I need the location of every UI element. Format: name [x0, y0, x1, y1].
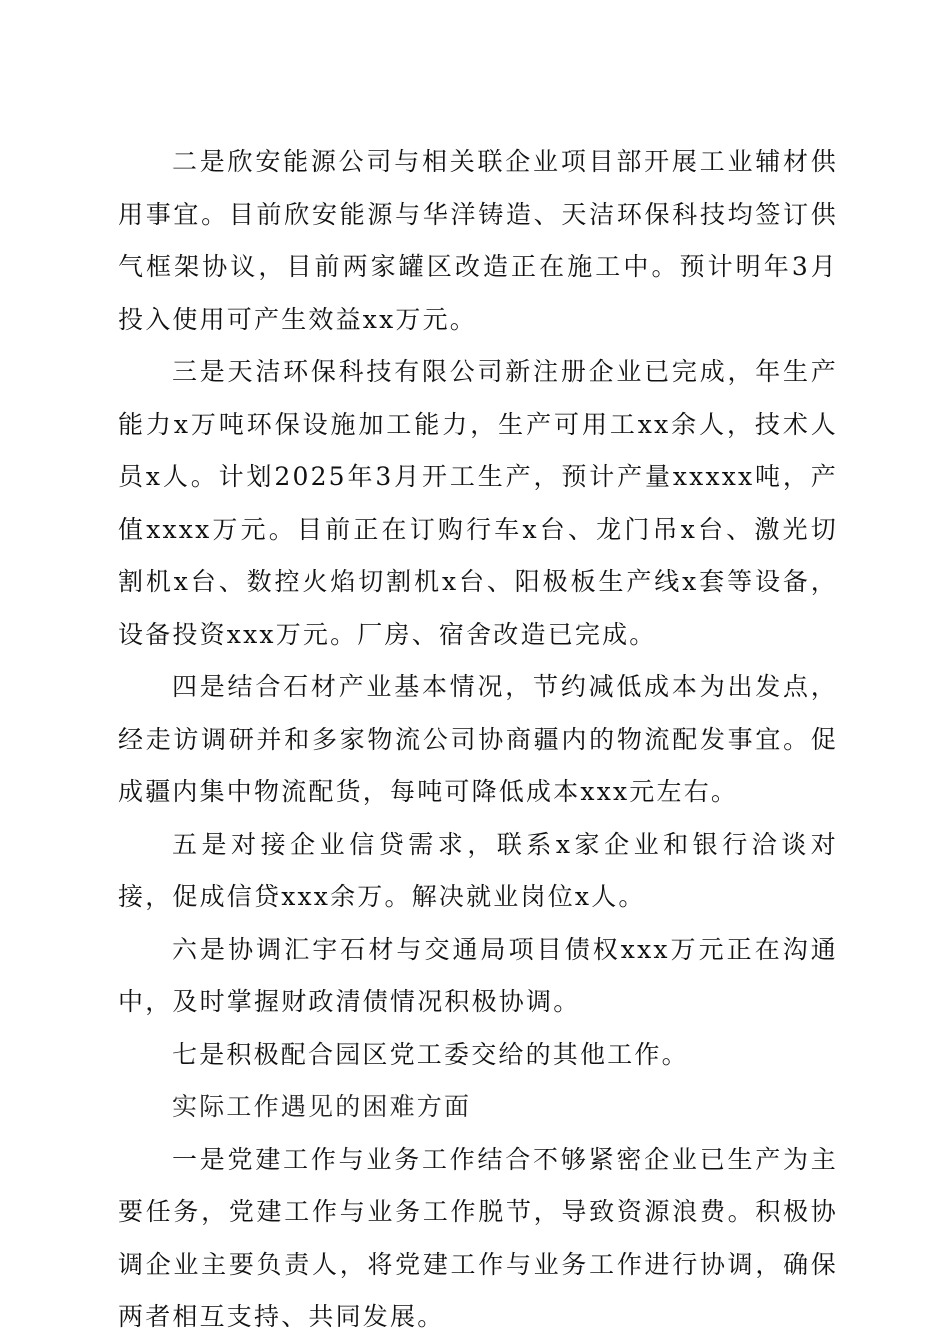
section-heading-difficulties: 实际工作遇见的困难方面: [172, 1092, 472, 1121]
paragraph-item-6: 六是协调汇宇石材与交通局项目债权xxx万元正在沟通中，及时掌握财政清债情况积极协调。: [118, 934, 838, 1016]
paragraph-item-3: 三是天洁环保科技有限公司新注册企业已完成，年生产能力x万吨环保设施加工能力，生产可用工xx余人，技术人员x人。计划2025年3月开工生产，预计产量xxxxx吨，产值xxxx万元。目前正在订购行车x台、龙门吊x台、激光切割机x台、数控火焰切割机x台、阳极板生产线x套等设备，设备投资xxx万元。厂房、宿舍改造已完成。: [118, 357, 838, 649]
paragraph-item-7: 七是积极配合园区党工委交给的其他工作。: [172, 1039, 689, 1069]
paragraph-item-5: 五是对接企业信贷需求，联系x家企业和银行洽谈对接，促成信贷xxx余万。解决就业岗位x人。: [118, 829, 838, 911]
paragraph-difficulty-1: 一是党建工作与业务工作结合不够紧密企业已生产为主要任务，党建工作与业务工作脱节，导致资源浪费。积极协调企业主要负责人，将党建工作与业务工作进行协调，确保两者相互支持、共同发展。: [118, 1144, 838, 1331]
paragraph-item-4: 四是结合石材产业基本情况，节约减低成本为出发点，经走访调研并和多家物流公司协商疆内的物流配发事宜。促成疆内集中物流配货，每吨可降低成本xxx元左右。: [118, 672, 838, 806]
paragraph-item-2: 二是欣安能源公司与相关联企业项目部开展工业辅材供用事宜。目前欣安能源与华洋铸造、天洁环保科技均签订供气框架协议，目前两家罐区改造正在施工中。预计明年3月投入使用可产生效益xx万元。: [118, 147, 838, 334]
document-body: [118, 136, 838, 1344]
